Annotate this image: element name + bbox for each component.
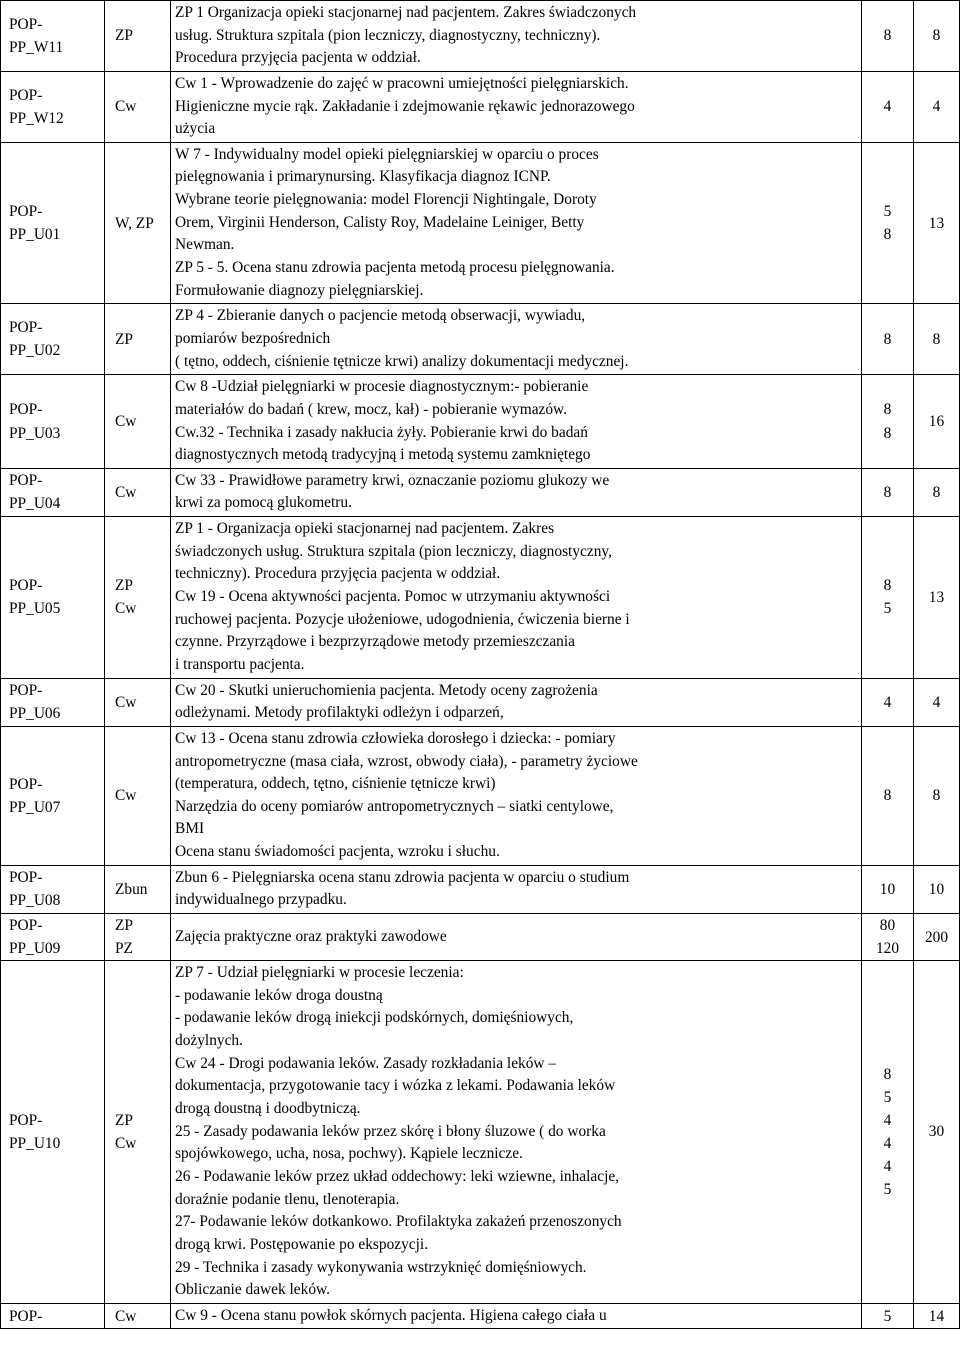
content-line: Cw 19 - Ocena aktywności pacjenta. Pomoc w utrzymaniu aktywności — [175, 588, 611, 606]
class-form-cell-text: ZP PZ — [115, 916, 133, 958]
class-form-cell-text: Cw — [115, 483, 137, 501]
content-line: ZP 5 - 5. Ocena stanu zdrowia pacjenta metodą procesu pielęgnowania. — [175, 259, 615, 277]
content-line: ZP 1 Organizacja opieki stacjonarnej nad pacjentem. Zakres świadczonych — [175, 4, 637, 21]
content-line: Cw 24 - Drogi podawania leków. Zasady rozkładania leków – — [175, 1054, 557, 1072]
hours-cell — [862, 304, 914, 375]
content-line: Ocena stanu świadomości pacjenta, wzroku i słuchu. — [175, 843, 500, 861]
table-row — [1, 1, 960, 72]
hours-cell-text: 8 8 — [883, 401, 892, 442]
hours-cell-text: 8 5 4 4 4 5 — [883, 1065, 892, 1199]
class-form-cell — [105, 1, 171, 72]
hours-cell — [862, 726, 914, 865]
outcome-code-cell-text: POP- PP_U02 — [9, 319, 61, 360]
outcome-code-cell — [1, 726, 105, 865]
hours-cell — [862, 71, 914, 142]
content-cell — [171, 517, 862, 678]
content-line: Cw.32 - Technika i zasady nakłucia żyły. Pobieranie krwi do badań — [175, 423, 588, 441]
total-hours-cell — [914, 678, 960, 726]
class-form-cell — [105, 71, 171, 142]
content-line: ( tętno, oddech, ciśnienie tętnicze krwi) analizy dokumentacji medycznej. — [175, 352, 629, 370]
content-cell — [171, 678, 862, 726]
hours-cell-text: 5 8 — [883, 202, 892, 244]
table-row — [1, 865, 960, 913]
class-form-cell-text: W, ZP — [115, 214, 154, 232]
content-cell — [171, 375, 862, 469]
content-line: diagnostycznych metodą tradycyjną i metodą systemu zamkniętego — [175, 446, 591, 464]
hours-cell — [862, 678, 914, 726]
total-hours-cell — [914, 913, 960, 960]
content-line: krwi za pomocą glukometru. — [175, 494, 352, 512]
content-line: pomiarów bezpośrednich — [175, 329, 331, 347]
total-hours-cell — [914, 961, 960, 1304]
content-cell — [171, 71, 862, 142]
total-hours-cell-text: 13 — [928, 588, 945, 606]
content-line: spojówkowego, ucha, nosa, pochwy). Kąpiele lecznicze. — [175, 1145, 523, 1163]
table-row — [1, 913, 960, 960]
total-hours-cell-text: 200 — [924, 928, 949, 946]
content-line: Narzędzia do oceny pomiarów antropometrycznych – siatki centylowe, — [175, 797, 614, 815]
content-line: materiałów do badań ( krew, mocz, kał) - pobieranie wymazów. — [175, 400, 568, 418]
class-form-cell — [105, 726, 171, 865]
class-form-cell — [105, 517, 171, 678]
content-line: techniczny). Procedura przyjęcia pacjenta w oddział. — [175, 565, 501, 583]
outcome-code-cell-text: POP- PP_U10 — [9, 1111, 61, 1152]
total-hours-cell — [914, 1, 960, 72]
outcome-code-cell — [1, 865, 105, 913]
total-hours-cell-text: 8 — [932, 787, 941, 805]
content-line: Formułowanie diagnozy pielęgniarskiej. — [175, 281, 424, 299]
content-line: 26 - Podawanie leków przez układ oddechowy: leki wziewne, inhalacje, — [175, 1167, 620, 1185]
class-form-cell-text: Cw — [115, 693, 137, 711]
table-row — [1, 71, 960, 142]
total-hours-cell — [914, 517, 960, 678]
hours-cell-text: 8 — [883, 787, 892, 805]
table-row — [1, 375, 960, 469]
outcome-code-cell-text: POP- PP_U06 — [9, 682, 61, 723]
content-line: usług. Struktura szpitala (pion leczniczy, diagnostyczny, techniczny). — [175, 26, 601, 44]
content-line: ZP 4 - Zbieranie danych o pacjencie metodą obserwacji, wywiadu, — [175, 307, 586, 325]
content-line: 27- Podawanie leków dotkankowo. Profilaktyka zakażeń przenoszonych — [175, 1213, 622, 1231]
hours-cell — [862, 517, 914, 678]
content-cell — [171, 1, 862, 72]
outcome-code-cell-text: POP- PP_U09 — [9, 916, 61, 958]
total-hours-cell — [914, 71, 960, 142]
hours-cell — [862, 913, 914, 960]
class-form-cell-text: Cw — [115, 1307, 137, 1325]
total-hours-cell-text: 4 — [932, 98, 941, 116]
class-form-cell — [105, 678, 171, 726]
content-cell — [171, 913, 862, 960]
outcome-code-cell-text: POP- PP_U01 — [9, 202, 61, 244]
content-cell — [171, 726, 862, 865]
class-form-cell-text: ZP Cw — [115, 1111, 137, 1152]
content-line: Orem, Virginii Henderson, Calisty Roy, Madelaine Leiniger, Betty — [175, 213, 585, 231]
content-line: pielęgnowania i primarynursing. Klasyfikacja diagnoz ICNP. — [175, 168, 551, 186]
content-line: - podawanie leków drogą iniekcji podskórnych, domięśniowych, — [175, 1009, 574, 1027]
content-line: drogą krwi. Postępowanie po ekspozycji. — [175, 1235, 429, 1253]
outcome-code-cell-text: POP- PP_W12 — [9, 86, 64, 127]
hours-cell — [862, 142, 914, 303]
hours-cell-text: 4 — [883, 693, 892, 711]
table-row — [1, 1303, 960, 1329]
content-cell — [171, 961, 862, 1304]
content-line: Cw 1 - Wprowadzenie do zajęć w pracowni umiejętności pielęgniarskich. — [175, 74, 629, 92]
outcome-code-cell — [1, 517, 105, 678]
class-form-cell-text: ZP Cw — [115, 577, 137, 618]
outcome-code-cell — [1, 375, 105, 469]
content-line: Procedura przyjęcia pacjenta w oddział. — [175, 49, 421, 67]
class-form-cell — [105, 304, 171, 375]
outcome-code-cell — [1, 1, 105, 72]
content-line: drogą doustną i doodbytniczą. — [175, 1100, 361, 1118]
content-line: Cw 13 - Ocena stanu zdrowia człowieka dorosłego i dziecka: - pomiary — [175, 729, 616, 747]
content-line: Cw 33 - Prawidłowe parametry krwi, oznaczanie poziomu glukozy we — [175, 471, 610, 489]
outcome-code-cell — [1, 468, 105, 516]
outcome-code-cell — [1, 913, 105, 960]
content-cell — [171, 142, 862, 303]
total-hours-cell-text: 16 — [928, 412, 945, 430]
outcome-code-cell-text: POP- PP_W11 — [9, 15, 64, 56]
class-form-cell-text: Cw — [115, 98, 137, 116]
content-line: Obliczanie dawek leków. — [175, 1281, 330, 1299]
content-line: antropometryczne (masa ciała, wzrost, obwody ciała), - parametry życiowe — [175, 752, 638, 770]
content-line: BMI — [175, 820, 205, 838]
content-line: Cw 9 - Ocena stanu powłok skórnych pacjenta. Higiena całego ciała u — [175, 1306, 607, 1324]
outcome-code-cell-text: POP- PP_U08 — [9, 869, 61, 910]
content-line: świadczonych usług. Struktura szpitala (pion leczniczy, diagnostyczny, — [175, 542, 612, 560]
curriculum-table-body — [1, 1, 960, 1329]
total-hours-cell-text: 13 — [928, 214, 945, 232]
content-cell — [171, 1303, 862, 1329]
total-hours-cell — [914, 375, 960, 469]
content-line: ZP 7 - Udział pielęgniarki w procesie leczenia: — [175, 964, 464, 982]
content-line: W 7 - Indywidualny model opieki pielęgniarskiej w oparciu o proces — [175, 145, 599, 163]
hours-cell — [862, 375, 914, 469]
class-form-cell-text: ZP — [115, 330, 133, 348]
total-hours-cell — [914, 1303, 960, 1329]
class-form-cell — [105, 375, 171, 469]
content-line: Cw 20 - Skutki unieruchomienia pacjenta. Metody oceny zagrożenia — [175, 681, 598, 699]
content-line: czynne. Przyrządowe i bezprzyrządowe metody przemieszczania — [175, 633, 575, 651]
class-form-cell-text: ZP — [115, 27, 133, 45]
total-hours-cell — [914, 726, 960, 865]
content-line: dokumentacja, przygotowanie tacy i wózka z lekami. Podawania leków — [175, 1077, 616, 1095]
total-hours-cell-text: 4 — [932, 693, 941, 711]
content-line: dożylnych. — [175, 1032, 243, 1050]
content-cell — [171, 468, 862, 516]
total-hours-cell — [914, 142, 960, 303]
content-line: użycia — [175, 120, 216, 138]
total-hours-cell-text: 8 — [932, 483, 941, 501]
outcome-code-cell-text: POP- PP_U05 — [9, 577, 61, 618]
class-form-cell-text: Zbun — [115, 880, 148, 898]
content-line: odleżynami. Metody profilaktyki odleżyn i odparzeń, — [175, 704, 504, 722]
content-line: - podawanie leków droga doustną — [175, 986, 383, 1004]
class-form-cell-text: Cw — [115, 787, 137, 805]
outcome-code-cell — [1, 1303, 105, 1329]
outcome-code-cell-text: POP- PP_U03 — [9, 401, 61, 442]
hours-cell — [862, 865, 914, 913]
table-row — [1, 517, 960, 678]
class-form-cell — [105, 142, 171, 303]
total-hours-cell — [914, 865, 960, 913]
content-line: Zajęcia praktyczne oraz praktyki zawodowe — [175, 927, 447, 945]
outcome-code-cell — [1, 961, 105, 1304]
total-hours-cell-text: 8 — [932, 330, 941, 348]
table-row — [1, 468, 960, 516]
outcome-code-cell-text: POP- PP_U04 — [9, 472, 61, 513]
hours-cell — [862, 1303, 914, 1329]
hours-cell-text: 4 — [883, 98, 892, 116]
total-hours-cell-text: 30 — [928, 1123, 945, 1141]
content-line: Zbun 6 - Pielęgniarska ocena stanu zdrowia pacjenta w oparciu o studium — [175, 868, 630, 886]
class-form-cell — [105, 468, 171, 516]
table-row — [1, 304, 960, 375]
outcome-code-cell — [1, 71, 105, 142]
total-hours-cell — [914, 468, 960, 516]
hours-cell-text: 80 120 — [875, 916, 900, 958]
total-hours-cell-text: 10 — [928, 880, 945, 898]
content-line: indywidualnego przypadku. — [175, 891, 347, 909]
class-form-cell-text: Cw — [115, 412, 137, 430]
content-line: 25 - Zasady podawania leków przez skórę i błony śluzowe ( do worka — [175, 1122, 606, 1140]
hours-cell-text: 8 — [883, 483, 892, 501]
table-row — [1, 726, 960, 865]
hours-cell-text: 8 5 — [883, 577, 892, 618]
content-line: ZP 1 - Organizacja opieki stacjonarnej nad pacjentem. Zakres — [175, 520, 555, 538]
total-hours-cell-text: 14 — [928, 1307, 945, 1325]
content-line: doraźnie podanie tlenu, tlenoterapia. — [175, 1190, 400, 1208]
content-line: (temperatura, oddech, tętno, ciśnienie tętnicze krwi) — [175, 775, 496, 793]
class-form-cell — [105, 913, 171, 960]
total-hours-cell-text: 8 — [932, 27, 941, 45]
hours-cell-text: 5 — [883, 1307, 892, 1325]
outcome-code-cell — [1, 678, 105, 726]
outcome-code-cell-text: POP- PP_U07 — [9, 775, 61, 816]
hours-cell — [862, 1, 914, 72]
class-form-cell — [105, 961, 171, 1304]
content-line: ruchowej pacjenta. Pozycje ułożeniowe, udogodnienia, ćwiczenia bierne i — [175, 610, 630, 628]
content-cell — [171, 865, 862, 913]
outcome-code-cell-text: POP- — [9, 1307, 43, 1325]
content-cell — [171, 304, 862, 375]
hours-cell-text: 8 — [883, 27, 892, 45]
hours-cell-text: 10 — [879, 880, 896, 898]
class-form-cell — [105, 865, 171, 913]
table-row — [1, 678, 960, 726]
outcome-code-cell — [1, 304, 105, 375]
content-line: Newman. — [175, 236, 235, 254]
hours-cell-text: 8 — [883, 330, 892, 348]
outcome-code-cell — [1, 142, 105, 303]
content-line: Cw 8 -Udział pielęgniarki w procesie diagnostycznym:- pobieranie — [175, 378, 589, 396]
table-row — [1, 961, 960, 1304]
content-line: Higieniczne mycie rąk. Zakładanie i zdejmowanie rękawic jednorazowego — [175, 97, 635, 115]
class-form-cell — [105, 1303, 171, 1329]
total-hours-cell — [914, 304, 960, 375]
content-line: i transportu pacjenta. — [175, 655, 305, 673]
content-line: 29 - Technika i zasady wykonywania wstrzyknięć domięśniowych. — [175, 1258, 587, 1276]
content-line: Wybrane teorie pielęgnowania: model Florencji Nightingale, Doroty — [175, 191, 597, 209]
table-row — [1, 142, 960, 303]
hours-cell — [862, 961, 914, 1304]
hours-cell — [862, 468, 914, 516]
